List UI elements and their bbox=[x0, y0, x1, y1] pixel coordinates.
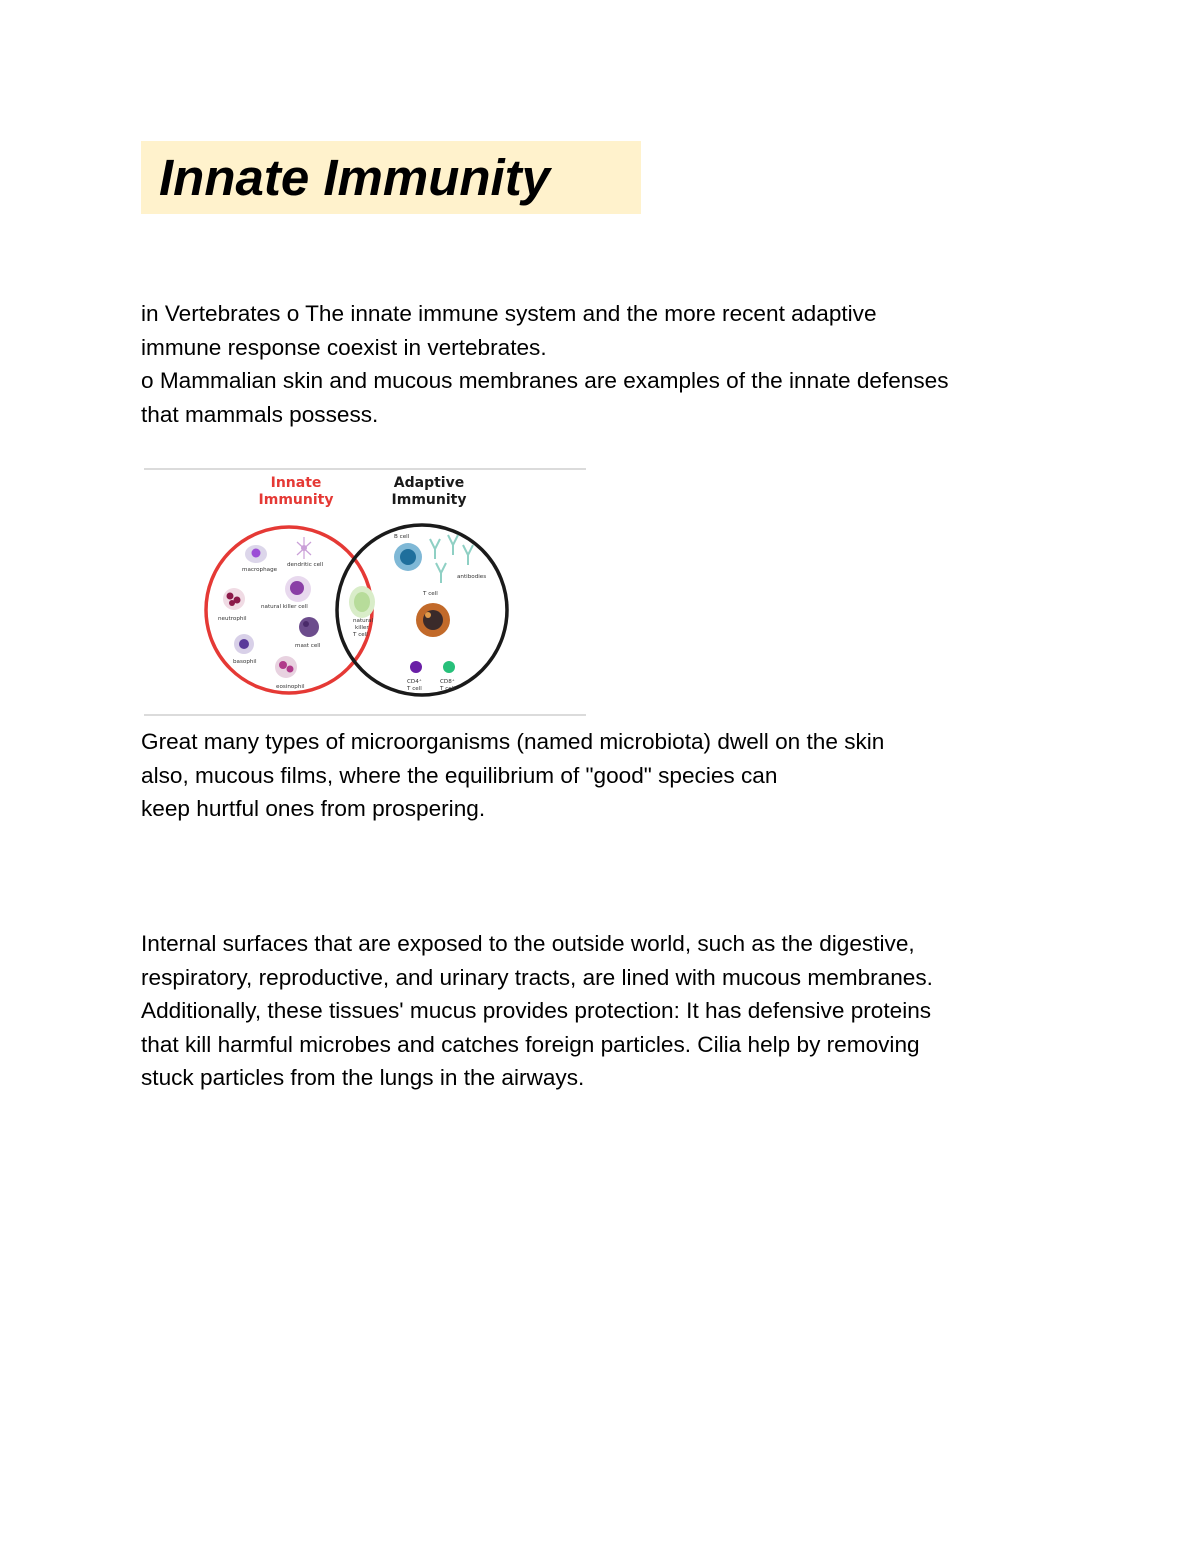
dendritic-cell-label: dendritic cell bbox=[287, 562, 324, 568]
t-cell-label: T cell bbox=[423, 591, 438, 597]
innate-heading-line1: Innate bbox=[270, 475, 322, 491]
text-line: that kill harmful microbes and catches foreign particles. Cilia help by removing bbox=[141, 1031, 920, 1057]
neutrophil-cell bbox=[223, 588, 245, 610]
text-line: in Vertebrates o The innate immune system and the more recent adaptive bbox=[141, 301, 877, 326]
cd8-t-cell bbox=[443, 661, 455, 673]
title-highlight bbox=[141, 141, 641, 214]
adaptive-heading-line1: Adaptive bbox=[393, 475, 465, 491]
mast-cell-label: mast cell bbox=[295, 643, 321, 649]
basophil-cell bbox=[234, 634, 254, 654]
page-title: Innate Immunity bbox=[159, 149, 551, 206]
b-cell-label: B cell bbox=[394, 534, 410, 540]
nkt-label-line3: T cell bbox=[353, 632, 368, 638]
cd8-label-line2: T cell bbox=[440, 686, 455, 692]
adaptive-heading-line2: Immunity bbox=[391, 492, 467, 508]
text-line: that mammals possess. bbox=[141, 401, 379, 427]
nkt-label-line1: natural bbox=[353, 618, 373, 624]
venn-diagram bbox=[144, 467, 586, 717]
text-line: Internal surfaces that are exposed to the outside world, such as the digestive, bbox=[141, 931, 915, 956]
cd4-t-cell bbox=[410, 661, 422, 673]
text-line: keep hurtful ones from prospering. bbox=[141, 796, 486, 822]
neutrophil-label: neutrophil bbox=[218, 616, 247, 622]
paragraph-vertebrates bbox=[141, 297, 949, 431]
immunity-venn-figure bbox=[144, 467, 586, 717]
mast-cell bbox=[299, 617, 319, 637]
t-cell bbox=[416, 603, 450, 637]
natural-killer-t-cell bbox=[349, 586, 375, 618]
text-line: Great many types of microorganisms (named microbiota) dwell on the skin bbox=[141, 729, 885, 754]
text-line: o Mammalian skin and mucous membranes are examples of the innate defenses bbox=[141, 368, 949, 394]
text-line: Additionally, these tissues' mucus provides protection: It has defensive proteins bbox=[141, 998, 932, 1024]
text-line: immune response coexist in vertebrates. bbox=[141, 334, 547, 360]
natural-killer-cell bbox=[285, 576, 311, 602]
text-line: stuck particles from the lungs in the airways. bbox=[141, 1065, 585, 1091]
text-line: also, mucous films, where the equilibrium of "good" species can bbox=[141, 762, 778, 788]
text-line: respiratory, reproductive, and urinary tracts, are lined with mucous membranes. bbox=[141, 964, 933, 990]
eosinophil-cell bbox=[275, 656, 297, 678]
basophil-label: basophil bbox=[233, 659, 257, 665]
cd4-label-line2: T cell bbox=[407, 686, 422, 692]
eosinophil-label: eosinophil bbox=[276, 684, 305, 690]
paragraph-microbiota bbox=[141, 725, 884, 826]
macrophage-cell bbox=[245, 545, 267, 563]
natural-killer-cell-label: natural killer cell bbox=[261, 604, 308, 610]
nkt-label-line2: killer bbox=[355, 625, 369, 631]
antibodies-label: antibodies bbox=[457, 574, 487, 580]
b-cell bbox=[394, 543, 422, 571]
dendritic-cell bbox=[297, 537, 311, 559]
cd4-label-line1: CD4⁺ bbox=[407, 679, 422, 685]
paragraph-mucous-membranes bbox=[141, 927, 933, 1095]
innate-heading-line2: Immunity bbox=[258, 492, 334, 508]
macrophage-label: macrophage bbox=[242, 567, 278, 573]
cd8-label-line1: CD8⁺ bbox=[440, 679, 455, 685]
